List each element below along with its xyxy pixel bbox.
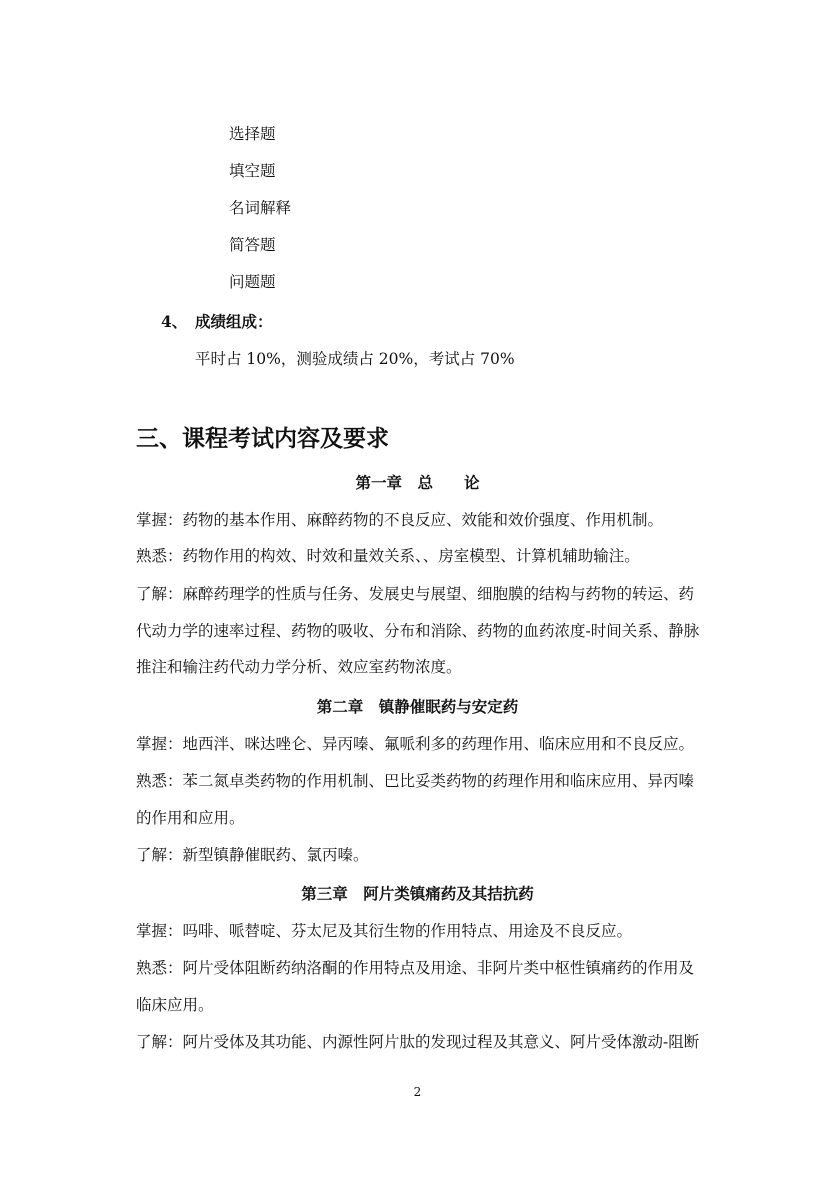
chapter-title: 第二章 镇静催眠药与安定药 xyxy=(316,697,519,716)
section-heading: 成绩组成： xyxy=(195,312,273,331)
question-type-item: 选择题 xyxy=(229,125,276,143)
paragraph-line: 了解：新型镇静催眠药、氯丙嗪。 xyxy=(136,846,369,864)
question-type-item: 问题题 xyxy=(229,273,276,291)
question-type-item: 填空题 xyxy=(229,162,276,180)
paragraph-line: 临床应用。 xyxy=(136,996,214,1014)
paragraph-line: 推注和输注药代动力学分析、效应室药物浓度。 xyxy=(136,658,462,676)
paragraph-line: 代动力学的速率过程、药物的吸收、分布和消除、药物的血药浓度-时间关系、静脉 xyxy=(136,622,700,640)
section-title: 三、课程考试内容及要求 xyxy=(136,425,389,452)
page-number: 2 xyxy=(413,1085,422,1099)
question-type-item: 名词解释 xyxy=(229,199,292,217)
chapter-title: 第三章 阿片类镇痛药及其拮抗药 xyxy=(301,884,534,903)
question-type-item: 简答题 xyxy=(229,236,276,254)
chapter-title: 第一章 总 论 xyxy=(355,473,480,492)
paragraph-line: 熟悉：药物作用的构效、时效和量效关系、、房室模型、计算机辅助输注。 xyxy=(136,547,640,565)
paragraph-line: 掌握：吗啡、哌替啶、芬太尼及其衍生物的作用特点、用途及不良反应。 xyxy=(136,922,633,940)
paragraph-line: 了解：麻醉药理学的性质与任务、发展史与展望、细胞膜的结构与药物的转运、药 xyxy=(136,585,695,603)
paragraph-line: 的作用和应用。 xyxy=(136,809,245,827)
paragraph-line: 掌握：药物的基本作用、麻醉药物的不良反应、效能和效价强度、作用机制。 xyxy=(136,511,664,529)
grade-composition: 平时占 10%，测验成绩占 20%，考试占 70% xyxy=(195,350,515,368)
paragraph-line: 熟悉：阿片受体阻断药纳洛酮的作用特点及用途、非阿片类中枢性镇痛药的作用及 xyxy=(136,959,695,977)
section-number: 4、 xyxy=(161,312,188,331)
paragraph-line: 了解：阿片受体及其功能、内源性阿片肽的发现过程及其意义、阿片受体激动-阻断 xyxy=(136,1033,700,1051)
paragraph-line: 掌握：地西泮、咪达唑仑、异丙嗪、氟哌利多的药理作用、临床应用和不良反应。 xyxy=(136,735,695,753)
paragraph-line: 熟悉：苯二氮卓类药物的作用机制、巴比妥类药物的药理作用和临床应用、异丙嗪 xyxy=(136,772,695,790)
